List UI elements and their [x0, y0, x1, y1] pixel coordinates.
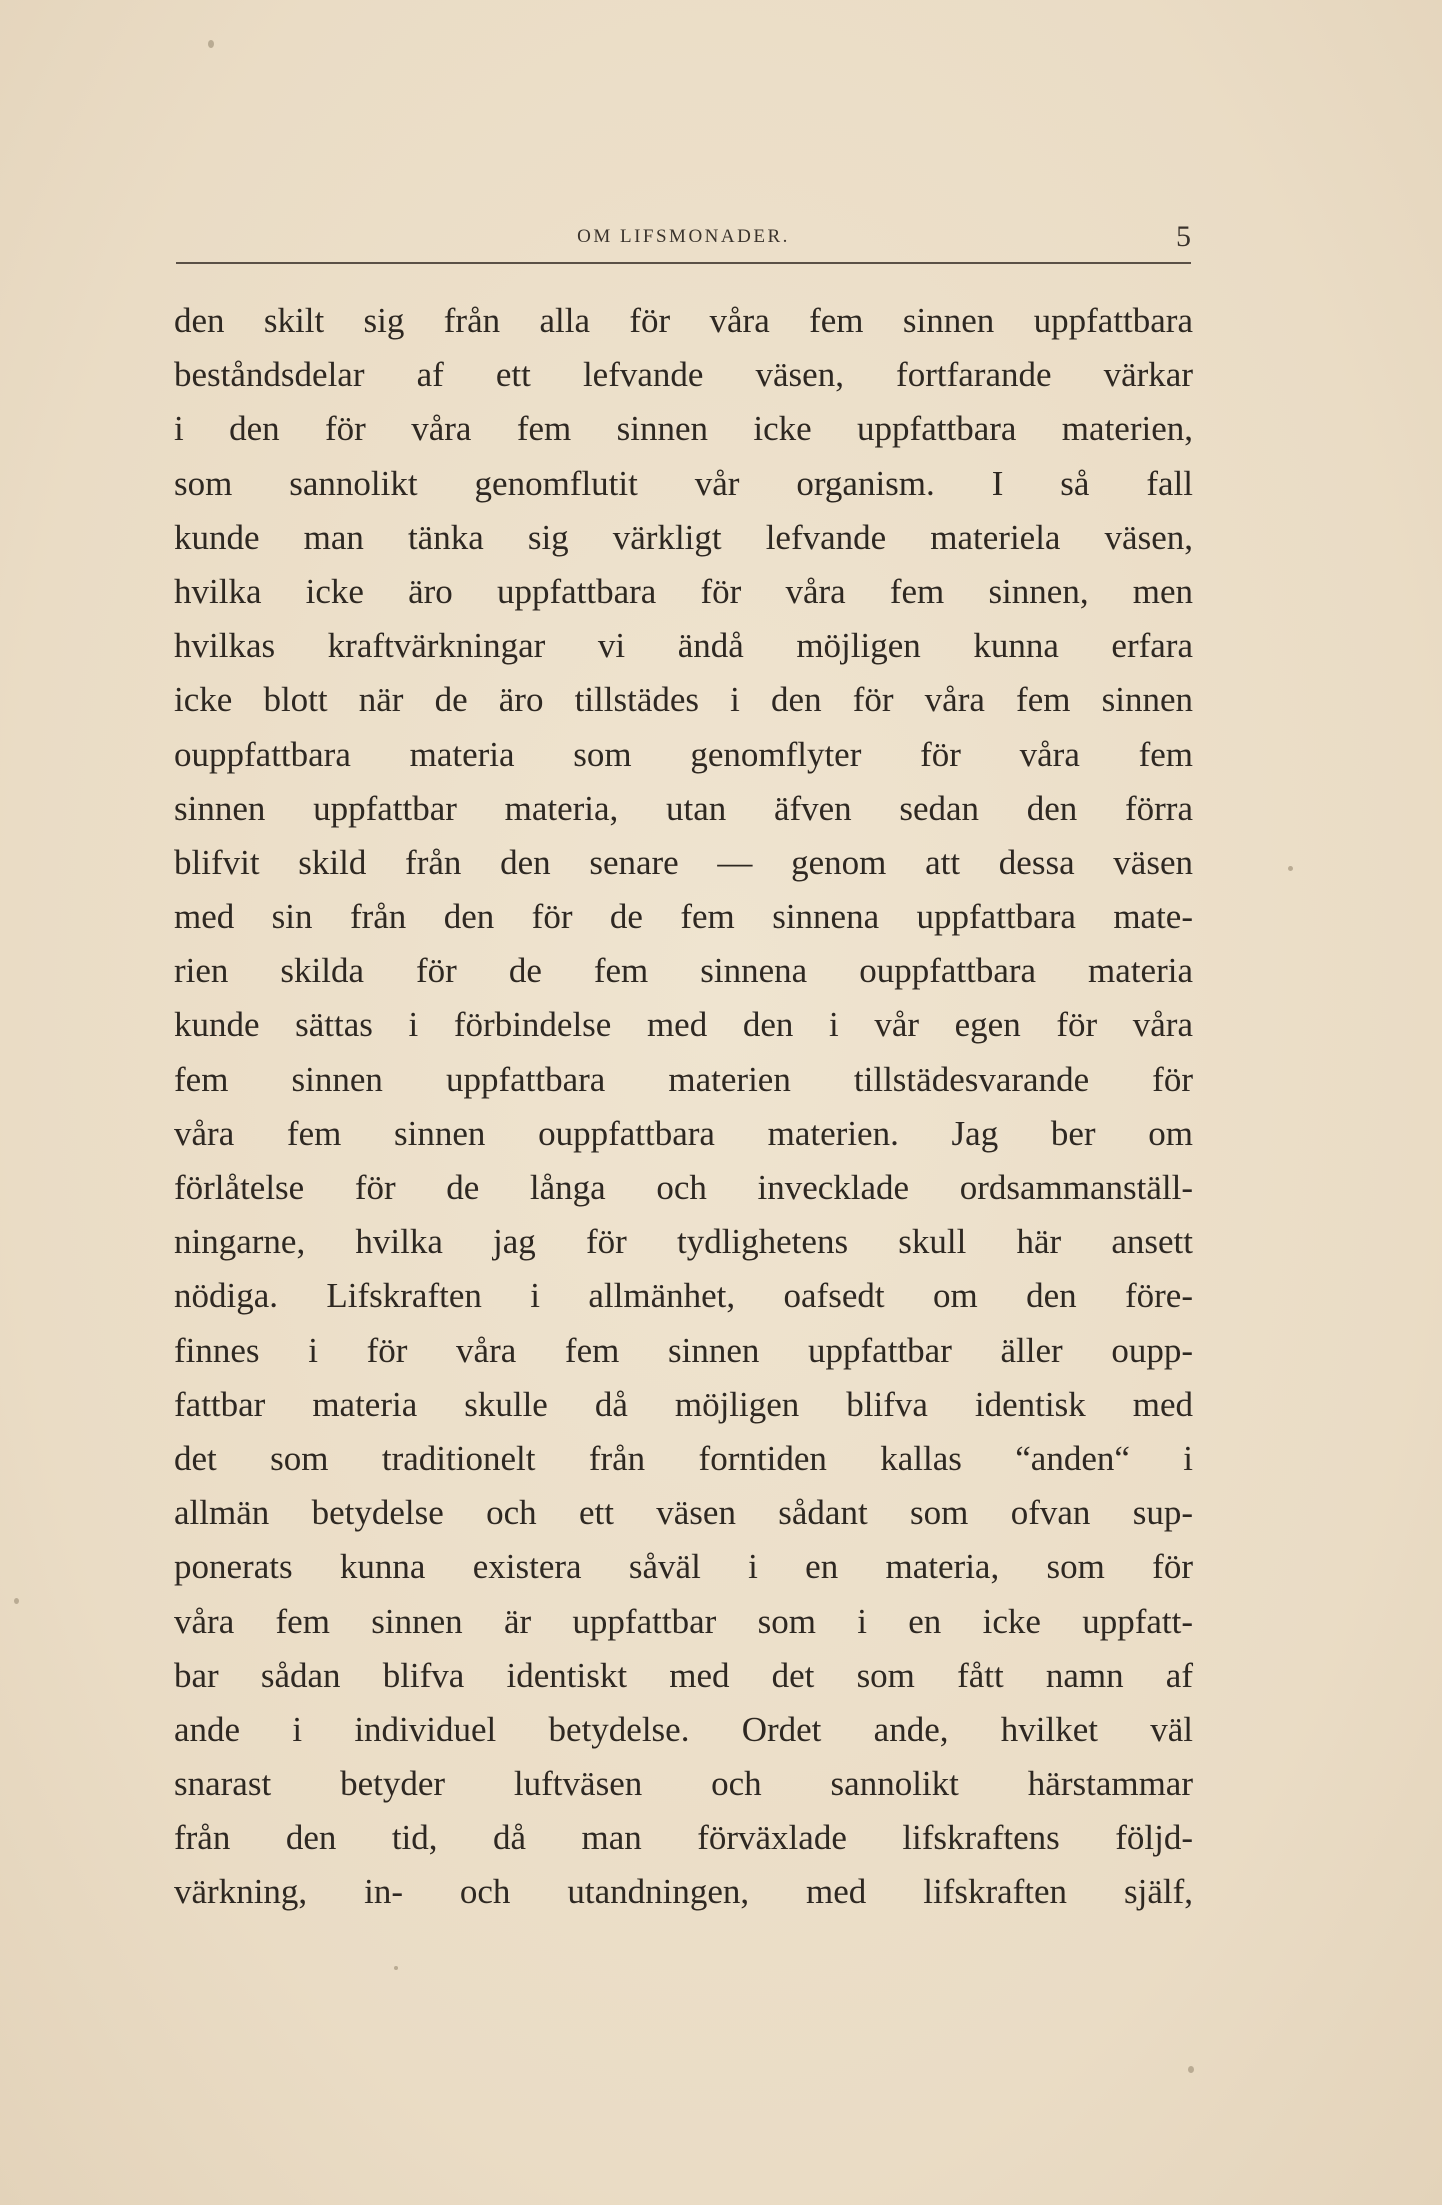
text-line: fem sinnen uppfattbara materien tillstädesvarande för — [174, 1059, 1193, 1099]
text-line: hvilka icke äro uppfattbara för våra fem sinnen, men — [174, 571, 1193, 611]
paper-speck — [208, 40, 214, 48]
paper-speck — [1188, 2066, 1194, 2073]
text-line: värkning, in- och utandningen, med lifskraften själf, — [174, 1872, 1193, 1912]
text-line: ningarne, hvilka jag för tydlighetens skull här ansett — [174, 1222, 1193, 1262]
text-line: sinnen uppfattbar materia, utan äfven sedan den förra — [174, 788, 1193, 828]
text-line: från den tid, då man förväxlade lifskraftens följd- — [174, 1818, 1193, 1858]
body-text — [174, 294, 1193, 1920]
text-line: allmän betydelse och ett väsen sådant som ofvan sup- — [174, 1493, 1193, 1533]
text-line: rien skilda för de fem sinnena ouppfattbara materia — [174, 951, 1193, 991]
text-line: ouppfattbara materia som genomflyter för våra fem — [174, 734, 1193, 774]
text-line: med sin från den för de fem sinnena uppfattbara mate- — [174, 897, 1193, 937]
text-line: våra fem sinnen ouppfattbara materien. Jag ber om — [174, 1113, 1193, 1153]
text-line: det som traditionelt från forntiden kallas “anden“ i — [174, 1438, 1193, 1478]
running-head — [176, 222, 1191, 264]
text-line: som sannolikt genomflutit vår organism. I så fall — [174, 463, 1193, 503]
text-line: snarast betyder luftväsen och sannolikt härstammar — [174, 1764, 1193, 1804]
text-line: ande i individuel betydelse. Ordet ande, hvilket väl — [174, 1709, 1193, 1749]
text-line: kunde sättas i förbindelse med den i vår egen för våra — [174, 1005, 1193, 1045]
text-line: i den för våra fem sinnen icke uppfattbara materien, — [174, 409, 1193, 449]
paper-speck — [1288, 866, 1293, 871]
text-line: icke blott när de äro tillstädes i den för våra fem sinnen — [174, 680, 1193, 720]
paper-speck — [394, 1966, 398, 1970]
text-line: hvilkas kraftvärkningar vi ändå möjligen kunna erfara — [174, 626, 1193, 666]
text-line: nödiga. Lifskraften i allmänhet, oafsedt om den före- — [174, 1276, 1193, 1316]
paper-speck — [14, 1598, 19, 1604]
text-line: den skilt sig från alla för våra fem sinnen uppfattbara — [174, 301, 1193, 340]
text-line: bar sådan blifva identiskt med det som fått namn af — [174, 1655, 1193, 1695]
text-line: finnes i för våra fem sinnen uppfattbar äller oupp- — [174, 1330, 1193, 1370]
page-number: 5 — [1176, 220, 1191, 253]
text-line: våra fem sinnen är uppfattbar som i en icke uppfatt- — [174, 1601, 1193, 1641]
text-line: blifvit skild från den senare — genom att dessa väsen — [174, 842, 1193, 882]
text-line: ponerats kunna existera såväl i en materia, som för — [174, 1547, 1193, 1587]
text-line: fattbar materia skulle då möjligen blifva identisk med — [174, 1384, 1193, 1424]
text-line: förlåtelse för de långa och invecklade ordsammanställ- — [174, 1168, 1193, 1207]
text-line: kunde man tänka sig värkligt lefvande materiela väsen, — [174, 517, 1193, 557]
text-line: beståndsdelar af ett lefvande väsen, fortfarande värkar — [174, 355, 1193, 395]
running-title: OM LIFSMONADER. — [577, 226, 790, 247]
